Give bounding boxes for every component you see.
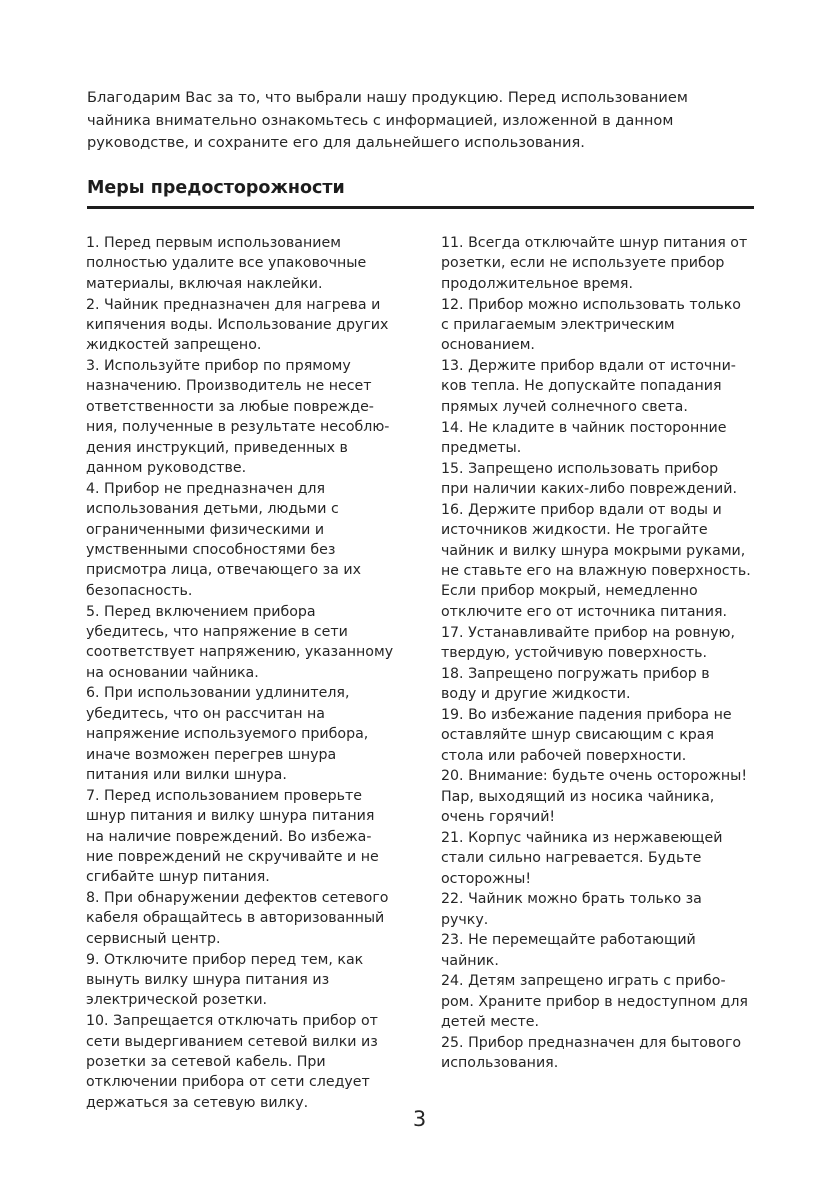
- list-item: 6. При использовании удлинителя, убедитесь, что он рассчитан на напряжение используемого прибора, иначе возможен перегрев шнура питания или вилки шнура.: [86, 685, 369, 784]
- list-item: 7. Перед использованием проверьте шнур питания и вилку шнура питания на наличие повреждений. Во избежа- ние повреждений не скручивайте и не сгибайте шнур питания.: [86, 787, 379, 886]
- list-item: 23. Не перемещайте работающий чайник.: [441, 932, 696, 969]
- precautions-list-right: [441, 233, 763, 1074]
- list-item: 11. Всегда отключайте шнур питания от розетки, если не используете прибор продолжительное время.: [441, 235, 748, 292]
- list-item: 5. Перед включением прибора убедитесь, что напряжение в сети соответствует напряжению, указанному на основании чайника.: [86, 603, 394, 681]
- list-item: 21. Корпус чайника из нержавеющей стали сильно нагревается. Будьте осторожны!: [441, 829, 723, 887]
- section-heading: Меры предосторожности: [87, 178, 345, 198]
- list-item: 17. Устанавливайте прибор на ровную, твердую, устойчивую поверхность.: [441, 624, 735, 661]
- list-item: 22. Чайник можно брать только за ручку.: [441, 891, 702, 928]
- list-item: 13. Держите прибор вдали от источни- ков тепла. Не допускайте попадания прямых лучей солнечного света.: [441, 358, 736, 415]
- list-item: 10. Запрещается отключать прибор от сети выдергиванием сетевой вилки из розетки за сетевой кабель. При отключении прибора от сети следует держаться за сетевую вилку.: [86, 1013, 378, 1111]
- list-item: 15. Запрещено использовать прибор при наличии каких-либо повреждений.: [441, 460, 737, 498]
- list-item: 9. Отключите прибор перед тем, как вынуть вилку шнура питания из электрической розетки.: [86, 951, 364, 1009]
- intro-paragraph: Благодарим Вас за то, что выбрали нашу продукцию. Перед использованием чайника внимательно ознакомьтесь с информацией, изложенной в данном руководстве, и сохраните его для дальнейшего использования.: [87, 89, 688, 151]
- list-item: 12. Прибор можно использовать только с прилагаемым электрическим основанием.: [441, 296, 741, 354]
- list-item: 16. Держите прибор вдали от воды и источников жидкости. Не трогайте чайник и вилку шнура мокрыми руками, не ставьте его на влажную поверхность. Если прибор мокрый, немедленно отключите его от источника питания.: [441, 501, 751, 620]
- list-item: 14. Не кладите в чайник посторонние предметы.: [441, 419, 727, 456]
- list-item: 2. Чайник предназначен для нагрева и кипячения воды. Использование других жидкостей запрещено.: [86, 296, 389, 354]
- list-item: 20. Внимание: будьте очень осторожны! Пар, выходящий из носика чайника, очень горячий!: [441, 768, 748, 826]
- heading-divider: [87, 206, 754, 209]
- list-item: 8. При обнаружении дефектов сетевого кабеля обращайтесь в авторизованный сервисный центр.: [86, 890, 389, 947]
- page-number: 3: [412, 1107, 427, 1131]
- precautions-list-left: [86, 233, 404, 1113]
- list-item: 3. Используйте прибор по прямому назначению. Производитель не несет ответственности за любые поврежде- ния, полученные в результате несоблю- дения инструкций, приведенных в данном руководстве.: [86, 358, 390, 477]
- list-item: 1. Перед первым использованием полностью удалите все упаковочные материалы, включая наклейки.: [86, 235, 367, 292]
- list-item: 4. Прибор не предназначен для использования детьми, людьми с ограниченными физическими и умственными способностями без присмотра лица, отвечающего за их безопасность.: [86, 480, 361, 599]
- list-item: 24. Детям запрещено играть с прибо- ром. Храните прибор в недоступном для детей месте.: [441, 973, 748, 1031]
- list-item: 25. Прибор предназначен для бытового использования.: [441, 1035, 742, 1072]
- list-item: 18. Запрещено погружать прибор в воду и другие жидкости.: [441, 665, 710, 703]
- list-item: 19. Во избежание падения прибора не оставляйте шнур свисающим с края стола или рабочей поверхности.: [441, 706, 732, 764]
